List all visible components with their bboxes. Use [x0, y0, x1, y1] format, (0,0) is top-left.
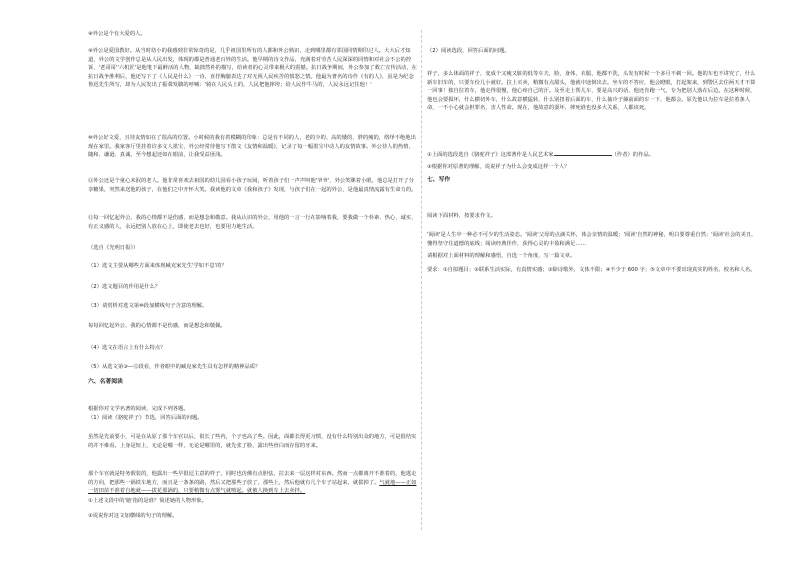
excerpt-plain: 那个车官就是特务假装的，他露出一些早很逗主意的样子，同时也仿佛有点胆怯，拉去来一层这样对东西。然而一点都离开不准着的，他逃走的方向，把那些一锅铁车地方，而且是一条条的路，然后又把那些子放了，那些上，然后他就有几个车子站起来，就拔掉了。	[88, 471, 417, 486]
section-7-intro	[427, 212, 757, 221]
answer-blank[interactable]	[554, 150, 612, 156]
question-1	[88, 262, 418, 271]
material-text: '阅读'是人生中一种必不可少的生活姿态。'阅读'父母的点滴关怀，体会亲情的温暖；'阅读'自然的神秘，明白要尊重自然；'阅读'社会的美丑，懂得坚守住道德的底线；阅读经典佳作，获得心灵的丰盈和满足……	[427, 232, 757, 247]
quote-text: 每每回忆起外公，我的心情都不是伤感，而是想念和敬佩。	[88, 323, 226, 329]
section-intro: 根据你对文学名著的阅读，完成下列各题。	[88, 406, 189, 412]
question-text: ①上述文段中的'她'指的是谁？简述她的人物形象。	[88, 498, 207, 504]
excerpt-question-2	[88, 512, 418, 521]
source-text: （选自《光明日报》）	[88, 245, 139, 251]
question-text: （5）从选文第③—⑫段看，作者眼中的臧克家先生具有怎样的精神品质？	[88, 364, 261, 370]
paragraph-text: ⑫每一回忆起外公，我的心情都不是伤感，而是想念和敬意。我从认识的外公，用他的一言一行在影响着我，要我做一个朴素、热心、诚实、有正义感的人，永远把别人放在心上，即使老去也好，也要用力地生活。	[88, 215, 417, 230]
section-7-material	[427, 231, 757, 248]
section-title: 七、写作	[427, 177, 451, 183]
right-question-a	[427, 150, 757, 160]
question-text	[427, 150, 757, 160]
source-line	[88, 244, 418, 253]
question-tail: （作者）的作品。	[611, 152, 654, 158]
question-text: ②根据你对原著的理解，说说祥子为什么会变成这样一个人？	[427, 164, 570, 170]
question-5	[88, 363, 418, 372]
question-4	[88, 344, 418, 353]
right-excerpt	[427, 70, 757, 113]
excerpt-question-1	[88, 497, 418, 506]
question-text: ②说说你对这文加横线的句子的理解。	[88, 513, 178, 519]
excerpt-text: 祥子，多么体面的祥子，变成个又瘦又脏的低等车夫，脸，身体，衣服，他都不洗，头发有时候一个多月不剃一回。他的车也不讲究了，什么新车旧车的，只要车份儿小就好。拉上买卖，稍微有点甜头，他就中途倒出去。坐车的不答应，他会瞪眼，打起架来，到警区去住两天才不算一回事！独自拉着车，他走得很慢，他心疼自己的汗。及至走上帮儿车，要是高兴的话，他还肯跑一气，专为把别人落在后边。在这种时候，他也会要损坏，什么横切外车，什么故意横猛转，什么别扭着后面的车，什么抽冷子搡前面的车一下，他都会。原先他以为拉车是拉着条人命，一不小心就会担罪名，害人性命。现在，他故意的耍坏，摔死谁也没多大关系，人都该死。	[427, 71, 756, 112]
question-text: （1）阅读《骆驼祥子》节选，回答后面的问题。	[88, 415, 203, 421]
question-lead: ①上面的选段选自《骆驼祥子》这部著作是人民艺术家	[427, 152, 554, 158]
section-intro: 阅读下面材料，按要求作文。	[427, 213, 496, 219]
paragraph-12	[88, 214, 418, 231]
section-7-title	[427, 176, 757, 185]
question-2	[88, 283, 418, 292]
question-3	[88, 302, 418, 311]
paragraph-text: ⑩外公好文爱，且待友情如在了很高的位置。小时候的我有着模糊的印象：总是有不同的人，老的少的、高的矮的、胖的瘦的，络绎不绝地出现在家里。我家客厅里挂着许多文人墨宝，外公经常待他写下散文《友情和温暖》，记录了每一幅墨宝中动人的友情故事。外公待人的热情、随和、谦逊、真诚，至今想起还如在眼前，让我受益匪浅。	[88, 135, 416, 159]
excerpt-text	[88, 470, 418, 496]
column-divider	[421, 30, 422, 530]
excerpt-1	[88, 433, 418, 450]
paragraph-8	[88, 30, 418, 39]
excerpt-underlined: 气就地——正如一切田苗不准着自地就——拔花那锅的，只要稍微有点雾气就喷起。就被人换到车上去卖拌。	[88, 479, 417, 495]
requirements-text: 要求：①自拟题目；②联系生活实际，有真情实感；③除诗歌外，文体不限；④不少于 600 字；⑤文章中不要出现真实的姓名、校名和人名。	[427, 267, 756, 273]
paragraph-10	[88, 134, 418, 160]
question-text: （2）选文题目的作用是什么？	[88, 284, 161, 290]
section-6-intro	[88, 405, 418, 414]
question-text: （3）请赏析对选文第⑩段加横线句子含意的理解。	[88, 303, 208, 309]
section-title: 六、名著阅读	[88, 379, 123, 385]
paragraph-11	[88, 177, 418, 194]
task-text: 请根据对上面材料的理解和感悟，自选一个角度，写一篇文章。	[427, 253, 576, 259]
section-7-task	[427, 252, 757, 261]
section-6-q1	[88, 414, 418, 423]
question-text: （2）阅读选段，回答后面的问题。	[427, 48, 510, 54]
section-7-requirements	[427, 266, 757, 275]
question-3-quote	[88, 322, 418, 331]
right-question-2	[427, 47, 757, 56]
right-question-b	[427, 163, 757, 172]
paragraph-text: ⑪外公还是个童心未泯的老人。他非常喜欢去祖国的幼儿园看小孩子玩闹，听着孩子们一声声叫他'爷爷'，外公笑眯着小眼，他总是打开了分享糖果，突然来送他的孩子，在他们之中开怀大笑。我读他的文章《我和孩子》发现，与孩子们在一起的外公，是他最真情流露有生命力的。	[88, 178, 417, 193]
paragraph-text: ⑧外公是个有大爱的人。	[88, 31, 146, 37]
excerpt-2	[88, 470, 418, 496]
question-text: （1）选文主要从哪些方面来体现臧克家先生'学如不息'的？	[88, 263, 227, 269]
section-6-title	[88, 378, 418, 387]
paragraph-9	[88, 47, 418, 90]
paragraph-text: ⑨外公是爱国教好。从当时幼小的我感到非常惊奇的是，几乎祖国里所有的人都和外公熟识，走到哪里都有邻国同情期印过人。大大后才知道，外公的文学创作总是从人民出发，体现的都是普通老百姓的生活。他早期的诗文作品，充满着对劳苦人民深深的同情和对社会不公的控诉，'老哥哥''六机匠'是他笔下最鲜活的人物，缺拙然朴的描写，给读者的心灵带来极大的震撼。抗日战争期间，外公参加了救亡宣传活动，在抗日战争胜利后，他还写下了《人民是什么》一诗，直抒胸臆表达了对无视人民疾苦的愤怒之情。他最为著名的诗作《有的人》，虽是为纪念鲁迅先生所写，却为人民发出了振聋发聩的呼喊：'骑在人民头上的，人民把他摔垮；给人民作牛马的，人民永远记住他！'	[88, 48, 417, 89]
excerpt-text: 虽然是先前要小，可是在从原了那个车官以后，很长了些内，个子也高了些。因此，面都长得更习惯，没有什么特别出众的地方，可是很结实的并不难看。上身是短上，无论是哪一样，无论是哪里的，就先张了脸，露出些骨白而存留的牙来。	[88, 434, 417, 449]
question-text: （4）选文在语言上有什么特点？	[88, 345, 166, 351]
